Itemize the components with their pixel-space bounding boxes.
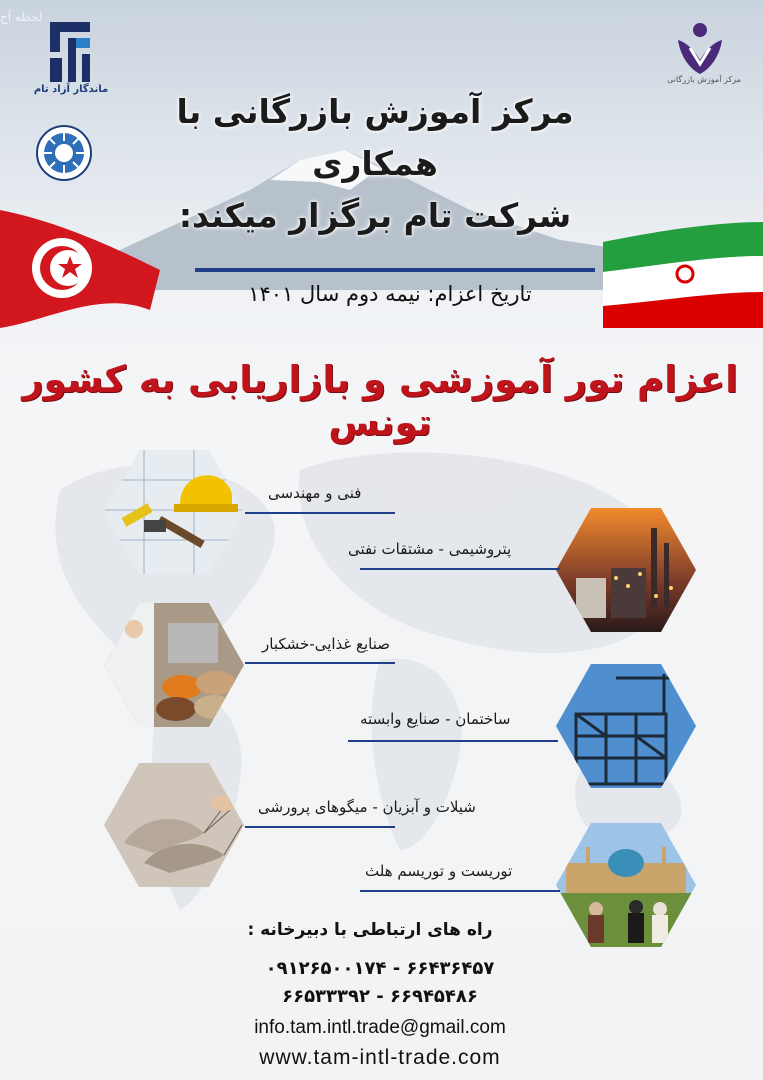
category-underline bbox=[245, 512, 395, 514]
date-divider bbox=[195, 268, 595, 272]
category-food: صنایع غذایی-خشکبار bbox=[262, 635, 391, 653]
title-line-1: مرکز آموزش بازرگانی با همکاری bbox=[176, 92, 574, 183]
category-fisheries: شیلات و آبزیان - میگوهای پرورشی bbox=[258, 798, 476, 816]
tam-logo-icon bbox=[40, 18, 100, 88]
category-underline bbox=[348, 740, 558, 742]
category-underline bbox=[245, 826, 395, 828]
iran-flag-icon bbox=[603, 222, 763, 328]
contact-title: راه های ارتباطی با دبیرخانه : bbox=[247, 920, 493, 940]
website-link[interactable]: www.tam-intl-trade.com bbox=[259, 1046, 501, 1069]
title-line-2: شرکت تام برگزار میکند: bbox=[178, 196, 572, 235]
trade-education-center-logo-text: مرکز آموزش بازرگانی bbox=[667, 75, 741, 84]
phone-numbers-line-2: ۶۶۵۳۳۳۹۲ - ۶۶۹۴۵۴۸۶ bbox=[282, 986, 478, 1007]
category-underline bbox=[245, 662, 395, 664]
category-underline bbox=[360, 568, 560, 570]
tunisia-flag-icon bbox=[0, 210, 160, 328]
category-construction: ساختمان - صنایع وابسته bbox=[360, 710, 511, 728]
trade-education-center-logo-icon bbox=[672, 20, 728, 76]
category-tourism: توریست و توریسم هلث bbox=[365, 862, 513, 880]
contact-email[interactable]: info.tam.intl.trade@gmail.com bbox=[254, 1017, 506, 1038]
category-petrochemical: پتروشیمی - مشتقات نفتی bbox=[348, 540, 512, 558]
tam-logo-text: ماندگار آزاد تام bbox=[33, 84, 109, 95]
phone-numbers-line-1: ۰۹۱۲۶۵۰۰۱۷۴ - ۶۶۴۳۶۴۵۷ bbox=[265, 958, 495, 979]
page-title bbox=[150, 86, 600, 242]
tour-headline: اعزام تور آموزشی و بازاریابی به کشور تونس bbox=[22, 358, 738, 444]
dispatch-date: تاریخ اعزام: نیمه دوم سال ۱۴۰۱ bbox=[248, 282, 532, 306]
category-underline bbox=[360, 890, 560, 892]
category-engineering: فنی و مهندسی bbox=[268, 484, 362, 502]
corner-faded-text: لحظه آخ bbox=[0, 10, 43, 24]
chamber-seal-icon bbox=[36, 125, 92, 181]
